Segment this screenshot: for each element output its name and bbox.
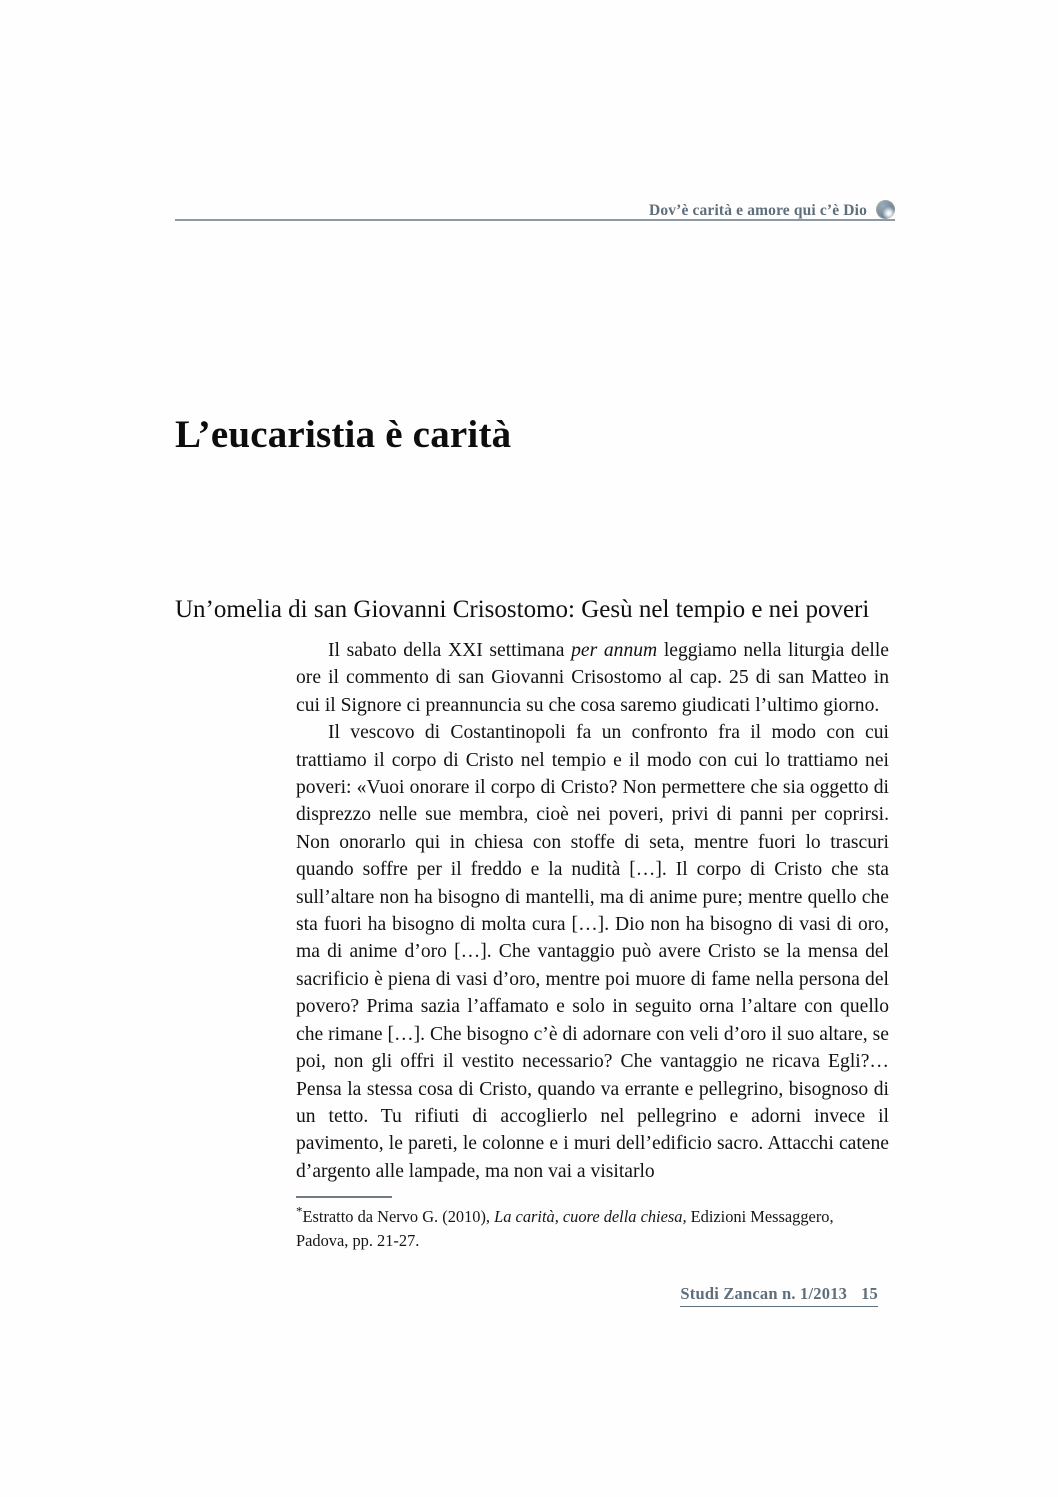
paragraph: Il vescovo di Costantinopoli fa un confronto fra il modo con cui trattiamo il corpo di Cristo nel tempio e il modo con cui lo trattiamo nei poveri: «Vuoi onorare il corpo di Cristo? Non permettere che sia oggetto di disprezzo nelle sue membra, cioè nei poveri, privi di panni per coprirsi. Non onorarlo qui in chiesa con stoffe di seta, mentre fuori lo trascuri quando soffre per il freddo e la nudità […]. Il corpo di Cristo che sta sull’altare non ha bisogno di mantelli, ma di anime pure; mentre quello che sta fuori ha bisogno di molta cura […]. Dio non ha bisogno di vasi di oro, ma di anime d’oro […]. Che vantaggio può avere Cristo se la mensa del sacrificio è piena di vasi d’oro, mentre poi muore di fame nella persona del povero? Prima sazia l’affamato e solo in seguito orna l’altare con quello che rimane […]. Che bisogno c’è di adornare con veli d’oro il suo altare, se poi, non gli offri il vestito necessario? Che vantaggio ne ricava Egli?… Pensa la stessa cosa di Cristo, quando va errante e pellegrino, bisognoso di un tetto. Tu rifiuti di accoglierlo nel pellegrino e adorni invece il pavimento, le pareti, le colonne e i muri dell’edificio sacro. Attacchi catene d’argento alle lampade, ma non vai a visitarlo [296, 722, 889, 1182]
running-header [175, 186, 895, 220]
page-title: L’eucaristia è carità [175, 413, 512, 457]
running-header-title: Dov’è carità e amore qui c’è Dio [648, 201, 867, 219]
page-number: 15 [861, 1284, 878, 1303]
journal-citation: Studi Zancan n. 1/2013 [680, 1284, 848, 1303]
page-footer [175, 1284, 878, 1307]
footnote-marker: * [296, 1203, 303, 1219]
footnote-separator [296, 1196, 392, 1198]
body-text-column [296, 637, 889, 1185]
sphere-icon [876, 200, 895, 219]
paragraph: Il sabato della XXI settimana per annum leggiamo nella liturgia delle ore il commento di san Giovanni Crisostomo al cap. 25 di san Matteo in cui il Signore ci preannuncia su che cosa saremo giudicati l’ultimo giorno. [296, 640, 889, 716]
header-rule [175, 219, 895, 221]
footnote [296, 1205, 889, 1253]
footnote-text: Estratto da Nervo G. (2010), La carità, cuore della chiesa, Edizioni Messaggero, Padova, pp. 21-27. [296, 1207, 834, 1250]
folio-inner [680, 1284, 878, 1307]
article-subtitle: Un’omelia di san Giovanni Crisostomo: Gesù nel tempio e nei poveri [175, 595, 870, 623]
